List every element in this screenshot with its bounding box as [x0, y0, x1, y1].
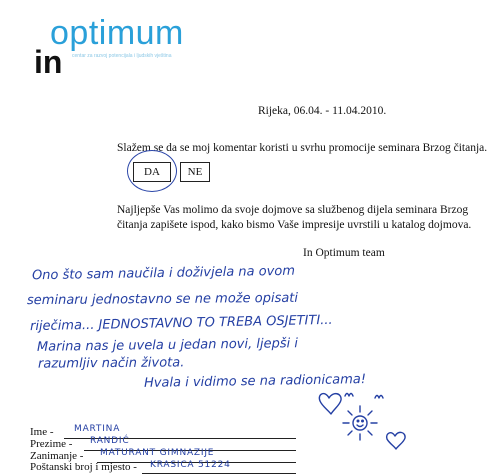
field-value-ime[interactable]: MARTINA [74, 424, 121, 434]
handwritten-line-2: seminaru jednostavno se ne može opisati [26, 290, 299, 309]
field-label-ime: Ime - [30, 426, 54, 438]
in-optimum-logo [34, 14, 254, 80]
instructions-text [117, 203, 471, 233]
consent-yes-box[interactable]: DA [133, 162, 171, 182]
field-label-zanimanje: Zanimanje - [30, 450, 84, 462]
place-date: Rijeka, 06.04. - 11.04.2010. [258, 105, 387, 117]
team-signoff: In Optimum team [303, 247, 385, 259]
field-value-zanimanje[interactable]: MATURANT GIMNAZIJE [100, 448, 215, 458]
field-label-prezime: Prezime - [30, 438, 73, 450]
hearts-and-sun-doodle [315, 388, 415, 458]
instructions-line-1: Najljepše Vas molimo da svoje dojmove sa službenog dijela seminara Brzog [117, 204, 469, 216]
consent-no-box[interactable]: NE [180, 162, 210, 182]
handwritten-line-3: riječima... JEDNOSTAVNO TO TREBA OSJETITI... [29, 312, 333, 335]
logo-prefix: in [34, 44, 63, 80]
field-label-postanski-broj: Poštanski broj i mjesto - [30, 461, 137, 473]
field-value-postanski-broj[interactable]: KRASICA 51224 [150, 460, 231, 470]
handwritten-line-6: Hvala i vidimo se na radionicama! [143, 372, 367, 391]
handwritten-line-1: Ono što sam naučila i doživjela na ovom [31, 263, 296, 284]
logo-word: optimum [50, 14, 184, 52]
sun-icon [353, 416, 367, 430]
field-value-prezime[interactable]: RANDIĆ [90, 436, 130, 446]
handwritten-line-4: Marina nas je uvela u jedan novi, ljepši i [36, 336, 299, 355]
handwritten-line-5: razumljiv način života. [37, 355, 185, 372]
consent-statement: Slažem se da se moj komentar koristi u svrhu promocije seminara Brzog čitanja. [117, 142, 487, 154]
field-line-postanski-broj [142, 473, 296, 474]
instructions-line-2: čitanja zapišete ispod, kako bismo Vaše impresije uvrstili u katalog dojmova. [117, 219, 472, 231]
heart-icon-left [319, 394, 341, 414]
logo-tagline: centar za razvoj potencijala i ljudskih vještina [72, 53, 172, 59]
yes-selection-circle [127, 150, 177, 192]
heart-icon-right [387, 432, 405, 449]
